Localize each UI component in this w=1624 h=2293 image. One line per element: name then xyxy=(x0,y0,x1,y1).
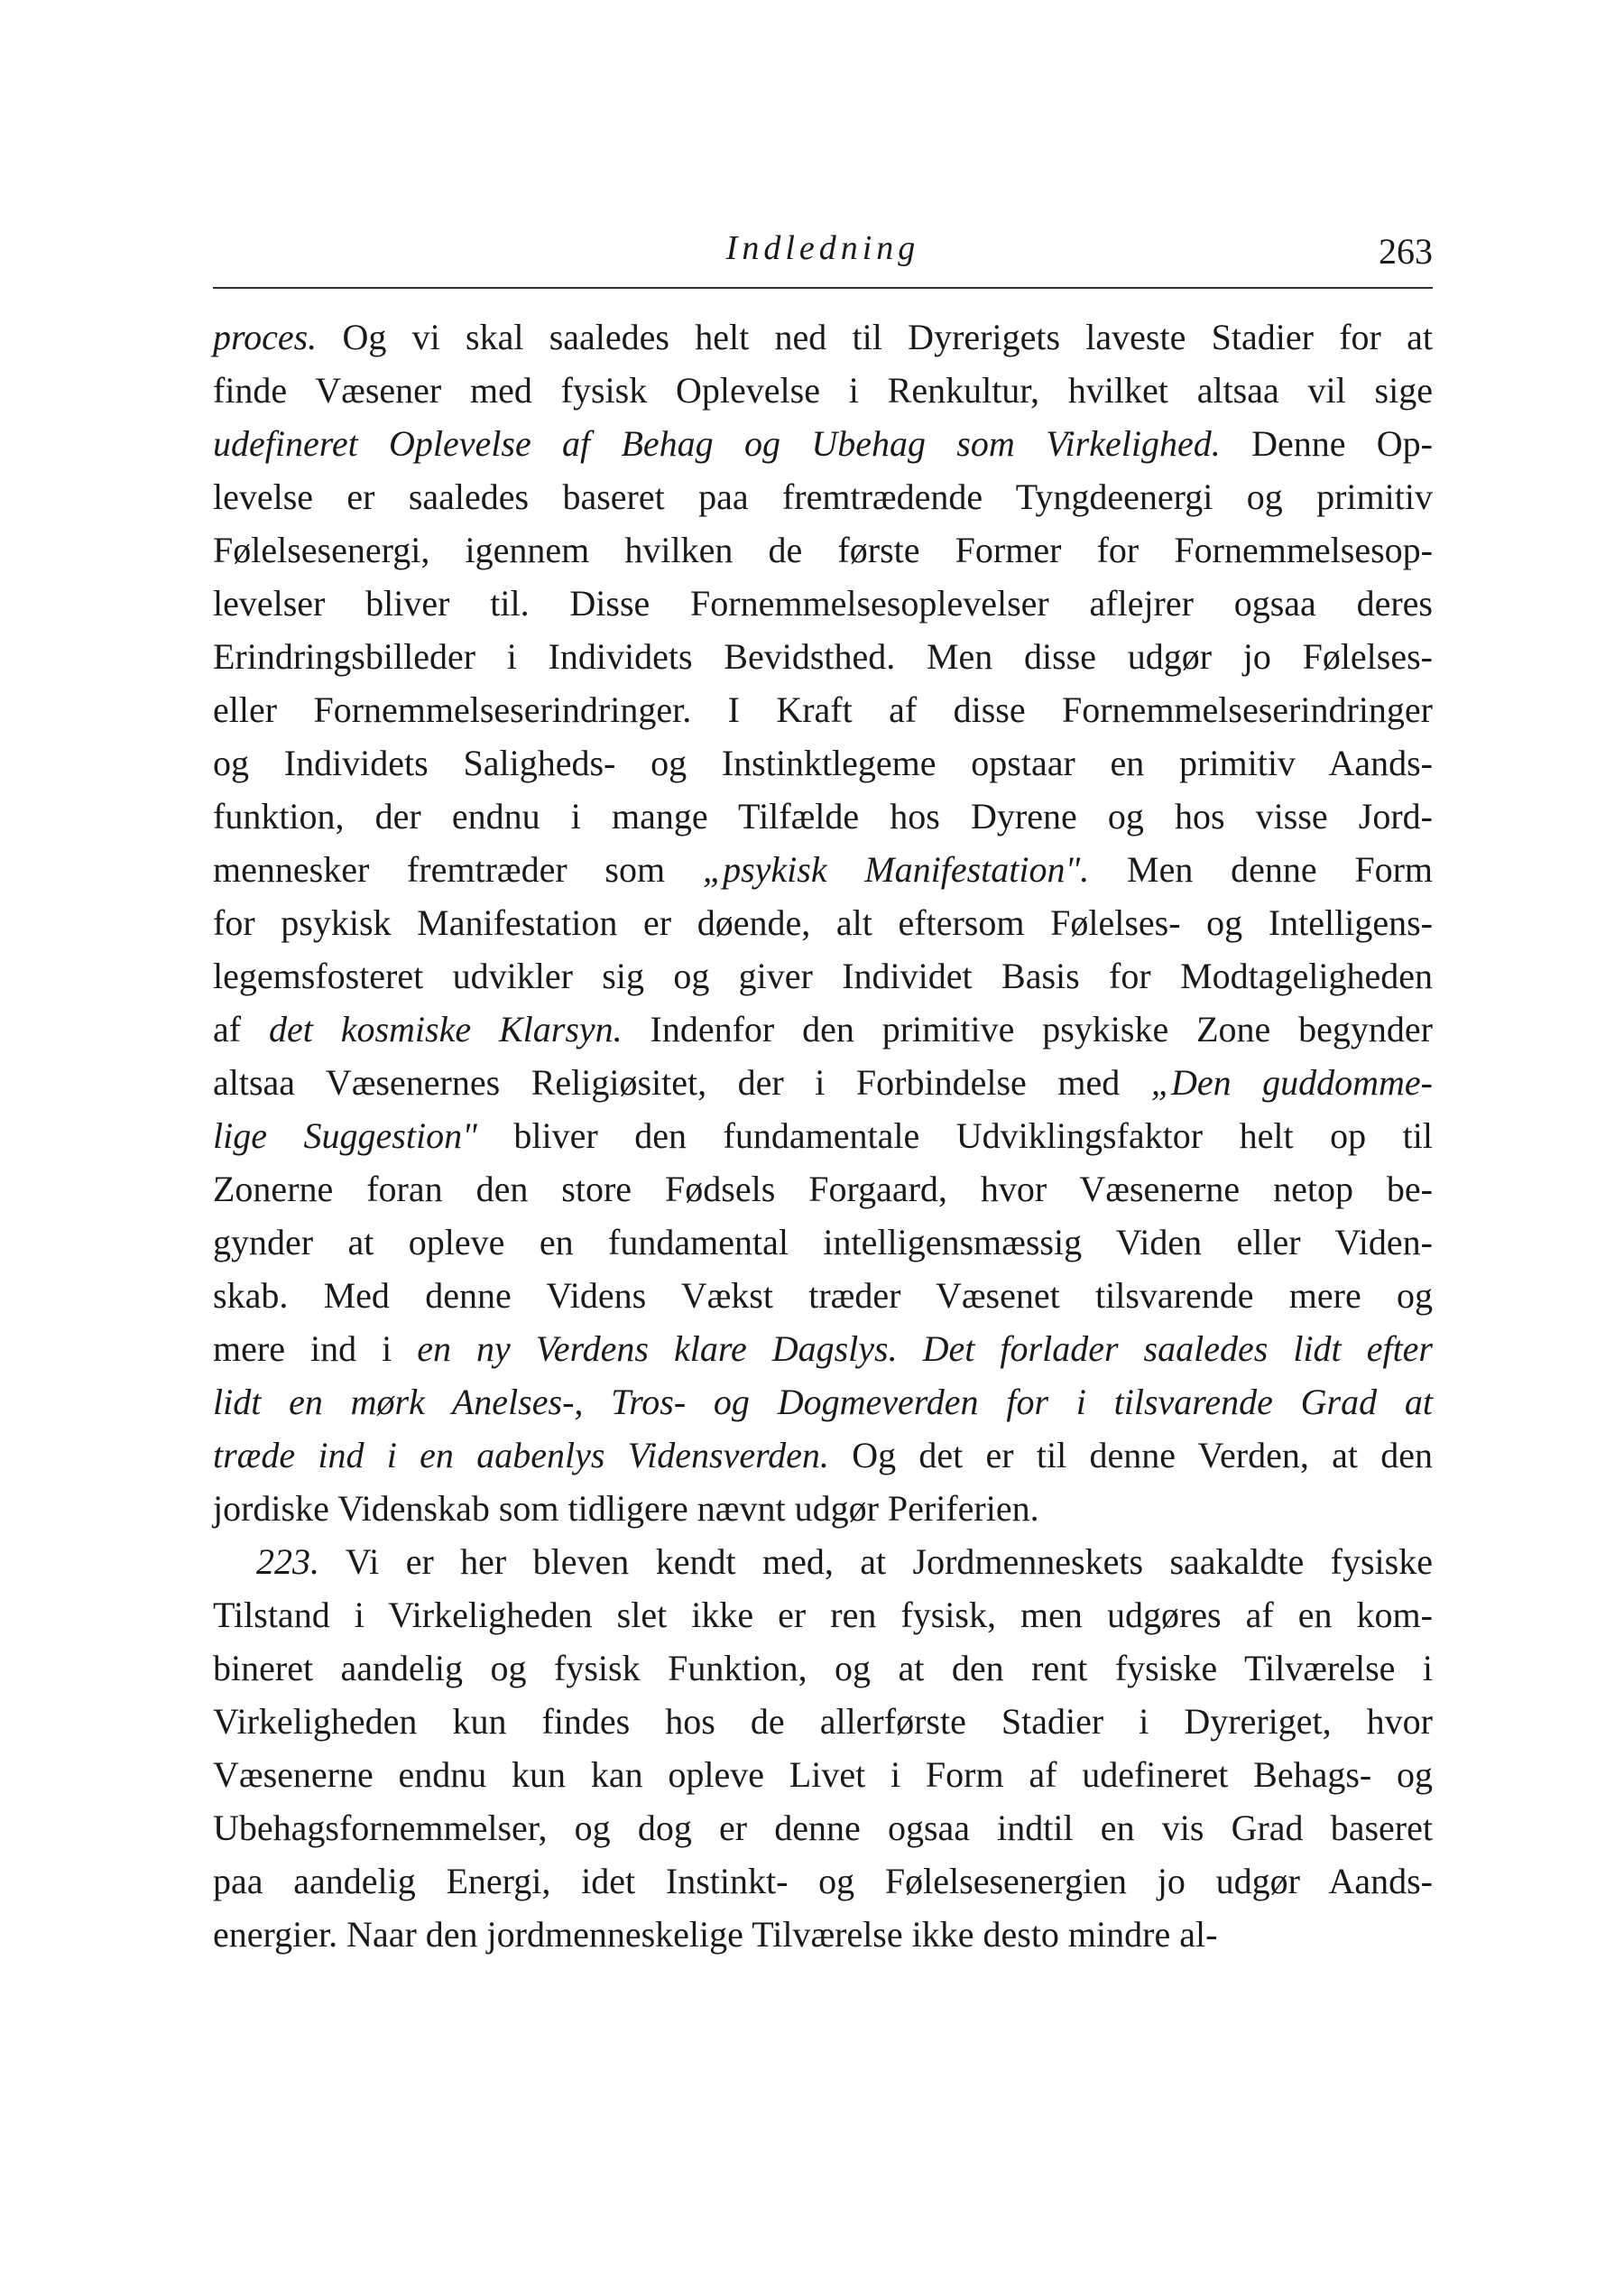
text-span: bineret aandelig og fysisk Funktion, og at den rent fysiske Tilværelse i xyxy=(213,1648,1433,1688)
text-span: og Individets Saligheds- og Instinktlegeme opstaar en primitiv Aands- xyxy=(213,743,1433,783)
italic-span: „psykisk Manifestation". xyxy=(702,849,1090,890)
text-line xyxy=(213,523,1433,577)
header-rule xyxy=(213,287,1433,289)
text-line xyxy=(213,1695,1433,1748)
text-line xyxy=(213,949,1433,1003)
paragraph-2 xyxy=(213,1535,1433,1961)
italic-span: lige Suggestion" xyxy=(213,1115,477,1156)
text-span: Denne Op- xyxy=(1220,423,1433,464)
text-line xyxy=(213,1429,1433,1482)
italic-span: lidt en mørk Anelses-, Tros- og Dogmeverden for i tilsvarende Grad at xyxy=(213,1382,1433,1422)
text-line xyxy=(213,1588,1433,1641)
text-span: af xyxy=(213,1009,269,1049)
text-span: levelser bliver til. Disse Fornemmelsesoplevelser aflejrer ogsaa deres xyxy=(213,583,1433,624)
italic-span: en ny Verdens klare Dagslys. Det forlader saaledes lidt efter xyxy=(417,1328,1433,1369)
text-span: Følelsesenergi, igennem hvilken de første Former for Fornemmelsesop- xyxy=(213,530,1433,570)
text-span: bliver den fundamentale Udviklingsfaktor helt op til xyxy=(476,1115,1433,1156)
text-span: Indenfor den primitive psykiske Zone begynder xyxy=(622,1009,1433,1049)
text-line xyxy=(213,1482,1433,1535)
text-line xyxy=(213,790,1433,843)
text-span: Væsenerne endnu kun kan opleve Livet i Form af udefineret Behags- og xyxy=(213,1754,1433,1795)
text-line xyxy=(213,1375,1433,1429)
page-header xyxy=(213,227,1433,285)
text-span: Zonerne foran den store Fødsels Forgaard, hvor Væsenerne netop be- xyxy=(213,1169,1433,1209)
text-line xyxy=(213,1748,1433,1801)
italic-span: 223. xyxy=(256,1541,319,1582)
text-span: jordiske Videnskab som tidligere nævnt udgør Periferien. xyxy=(213,1488,1039,1529)
text-span: Ubehagsfornemmelser, og dog er denne ogsaa indtil en vis Grad baseret xyxy=(213,1808,1433,1848)
text-line xyxy=(213,577,1433,630)
text-line xyxy=(213,310,1433,364)
text-span: levelse er saaledes baseret paa fremtrædende Tyngdeenergi og primitiv xyxy=(213,476,1433,517)
text-line xyxy=(213,1535,1433,1588)
body-text xyxy=(213,310,1433,1961)
text-line xyxy=(213,364,1433,417)
text-line xyxy=(213,1056,1433,1109)
text-line xyxy=(213,1003,1433,1056)
text-span: mere ind i xyxy=(213,1328,418,1369)
text-span: finde Væsener med fysisk Oplevelse i Renkultur, hvilket altsaa vil sige xyxy=(213,370,1433,411)
text-line xyxy=(213,1269,1433,1322)
text-line xyxy=(213,470,1433,523)
text-line xyxy=(213,683,1433,736)
text-line xyxy=(213,1322,1433,1375)
text-span: funktion, der endnu i mange Tilfælde hos Dyrene og hos visse Jord- xyxy=(213,796,1433,837)
text-span: eller Fornemmelseserindringer. I Kraft af disse Fornemmelseserindringer xyxy=(213,689,1433,730)
text-span: legemsfosteret udvikler sig og giver Individet Basis for Modtageligheden xyxy=(213,956,1433,996)
text-span: skab. Med denne Videns Vækst træder Væsenet tilsvarende mere og xyxy=(213,1275,1433,1316)
text-line xyxy=(213,1109,1433,1162)
text-line xyxy=(213,630,1433,683)
text-span: gynder at opleve en fundamental intelligensmæssig Viden eller Viden- xyxy=(213,1222,1433,1262)
text-line xyxy=(213,736,1433,790)
text-span: paa aandelig Energi, idet Instinkt- og Følelsesenergien jo udgør Aands- xyxy=(213,1861,1433,1901)
text-line xyxy=(213,1216,1433,1269)
text-span: Og vi skal saaledes helt ned til Dyrerigets laveste Stadier for at xyxy=(317,317,1433,357)
italic-span: „Den guddomme- xyxy=(1150,1062,1434,1103)
text-line xyxy=(213,1801,1433,1854)
text-span: Og det er til denne Verden, at den xyxy=(828,1435,1433,1475)
text-span: Men denne Form xyxy=(1089,849,1433,890)
text-span: Vi er her bleven kendt med, at Jordmenneskets saakaldte fysiske xyxy=(319,1541,1433,1582)
text-span: mennesker fremtræder som xyxy=(213,849,703,890)
text-line xyxy=(213,896,1433,949)
italic-span: proces. xyxy=(213,317,318,357)
text-span: altsaa Væsenernes Religiøsitet, der i Forbindelse med xyxy=(213,1062,1151,1103)
text-span: energier. Naar den jordmenneskelige Tilværelse ikke desto mindre al- xyxy=(213,1914,1218,1955)
page-number: 263 xyxy=(1379,231,1433,272)
text-line xyxy=(213,843,1433,896)
text-line xyxy=(213,1641,1433,1695)
text-span: Erindringsbilleder i Individets Bevidsthed. Men disse udgør jo Følelses- xyxy=(213,636,1433,677)
text-line xyxy=(213,1854,1433,1908)
text-span: Tilstand i Virkeligheden slet ikke er ren fysisk, men udgøres af en kom- xyxy=(213,1595,1433,1635)
text-line xyxy=(213,1162,1433,1216)
text-span: for psykisk Manifestation er døende, alt eftersom Følelses- og Intelligens- xyxy=(213,902,1433,943)
text-line xyxy=(213,417,1433,470)
italic-span: udefineret Oplevelse af Behag og Ubehag som Virkelighed. xyxy=(213,423,1221,464)
running-title: Indledning xyxy=(725,229,920,267)
text-span: Virkeligheden kun findes hos de allerførste Stadier i Dyreriget, hvor xyxy=(213,1701,1433,1742)
text-line xyxy=(213,1908,1433,1961)
italic-span: træde ind i en aabenlys Vidensverden. xyxy=(213,1435,829,1475)
paragraph-1 xyxy=(213,310,1433,1535)
italic-span: det kosmiske Klarsyn. xyxy=(268,1009,623,1049)
